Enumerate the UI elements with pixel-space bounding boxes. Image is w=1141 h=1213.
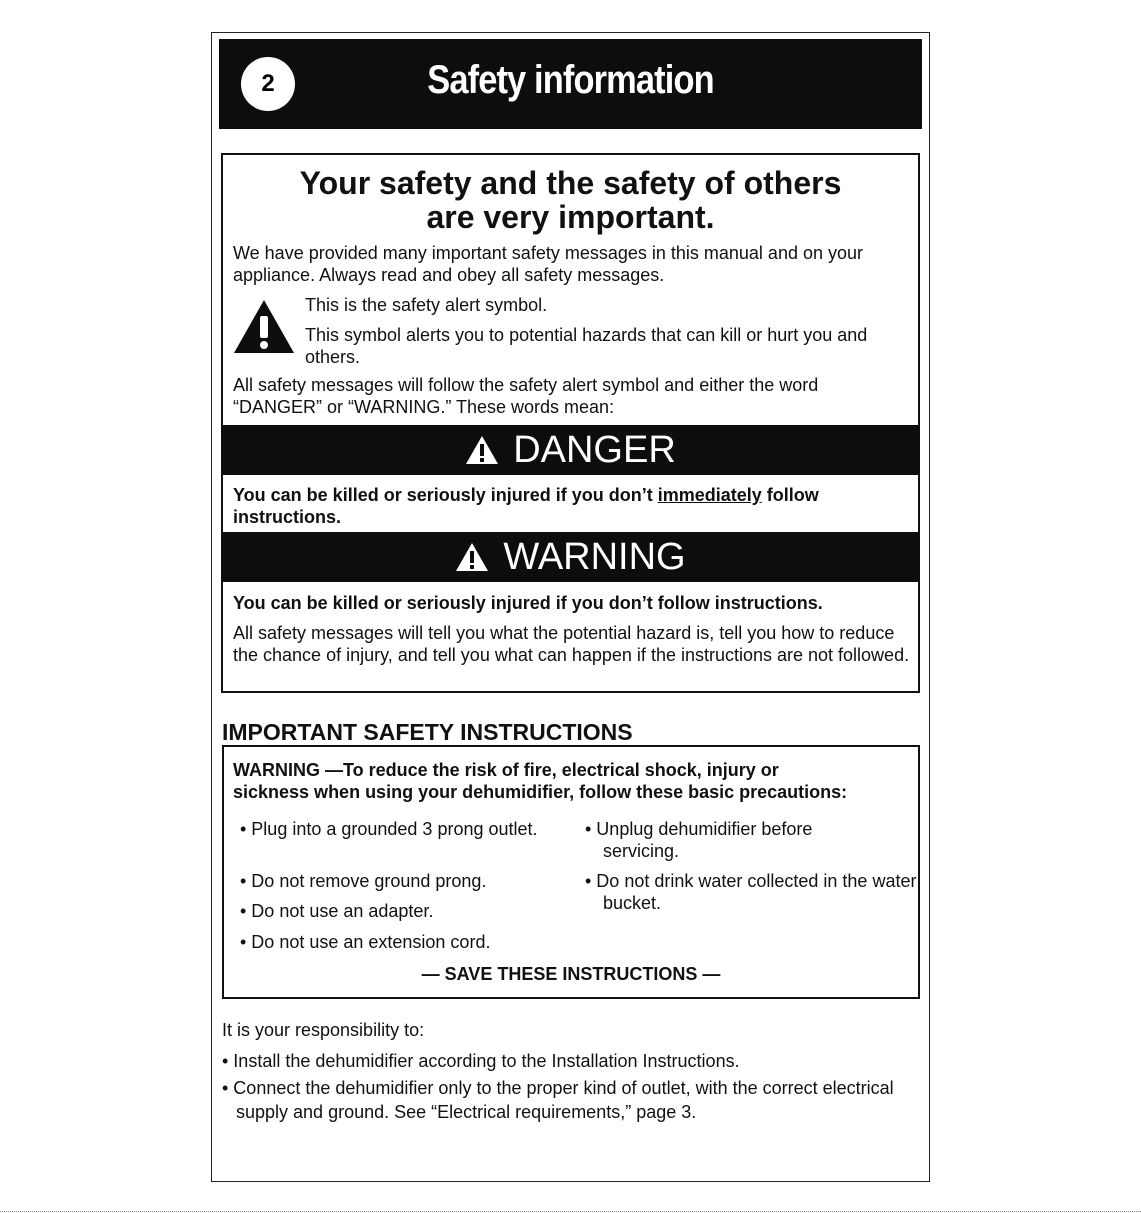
- hazard-explanation: All safety messages will tell you what the potential hazard is, tell you how to reduce the chance of injury, and tell you what can happen if the instructions are not followed.: [233, 623, 910, 665]
- danger-banner: [222, 425, 919, 475]
- signal-words-paragraph: All safety messages will follow the safety alert symbol and either the word “DANGER” or “WARNING.” These words mean:: [233, 375, 819, 417]
- intro-paragraph: We have provided many important safety messages in this manual and on your appliance. Always read and obey all safety messages.: [233, 243, 863, 285]
- responsibility-intro: It is your responsibility to:: [222, 1020, 425, 1040]
- list-item: • Plug into a grounded 3 prong outlet.: [240, 819, 538, 839]
- warning-banner: [222, 532, 919, 582]
- list-item: • Do not use an extension cord.: [240, 932, 491, 952]
- warning-triangle-icon: [455, 542, 489, 572]
- danger-label: DANGER: [513, 428, 676, 471]
- section-number-badge: 2: [241, 57, 295, 111]
- precautions-warning-line-2: sickness when using your dehumidifier, follow these basic precautions:: [233, 782, 848, 802]
- list-item: • Install the dehumidifier according to the Installation Instructions.: [222, 1051, 740, 1071]
- list-item: • Do not use an adapter.: [240, 901, 434, 921]
- headline-line-1: Your safety and the safety of others: [299, 165, 842, 201]
- page-bottom-divider: [0, 1211, 1141, 1212]
- safety-headline: [221, 166, 920, 234]
- list-item: • Unplug dehumidifier before servicing.: [585, 819, 813, 861]
- page-title: Safety information: [427, 58, 714, 102]
- warning-label: WARNING: [503, 535, 686, 578]
- danger-text-1: You can be killed or seriously injured if you don’t: [233, 485, 658, 505]
- symbol-description-2: This symbol alerts you to potential hazards that can kill or hurt you and others.: [305, 325, 868, 367]
- list-item: • Connect the dehumidifier only to the proper kind of outlet, with the correct electrical supply and ground. See “Electrical requirements,” page 3.: [222, 1078, 894, 1122]
- save-instructions: — SAVE THESE INSTRUCTIONS —: [421, 964, 721, 984]
- danger-text-emphasis: immediately: [657, 485, 762, 505]
- danger-text-2: follow instructions.: [233, 485, 819, 527]
- warning-triangle-icon: [465, 435, 499, 465]
- symbol-description-1: This is the safety alert symbol.: [305, 295, 548, 315]
- precautions-warning-line-1: WARNING —To reduce the risk of fire, electrical shock, injury or: [233, 760, 779, 780]
- warning-description: You can be killed or seriously injured if you don’t follow instructions.: [233, 593, 823, 613]
- safety-alert-icon: [231, 297, 297, 355]
- important-safety-heading: IMPORTANT SAFETY INSTRUCTIONS: [222, 719, 633, 745]
- headline-line-2: are very important.: [426, 199, 715, 235]
- list-item: • Do not remove ground prong.: [240, 871, 487, 891]
- precautions-warning: [233, 759, 923, 803]
- list-item: • Do not drink water collected in the water bucket.: [585, 871, 917, 913]
- danger-description: [233, 484, 908, 528]
